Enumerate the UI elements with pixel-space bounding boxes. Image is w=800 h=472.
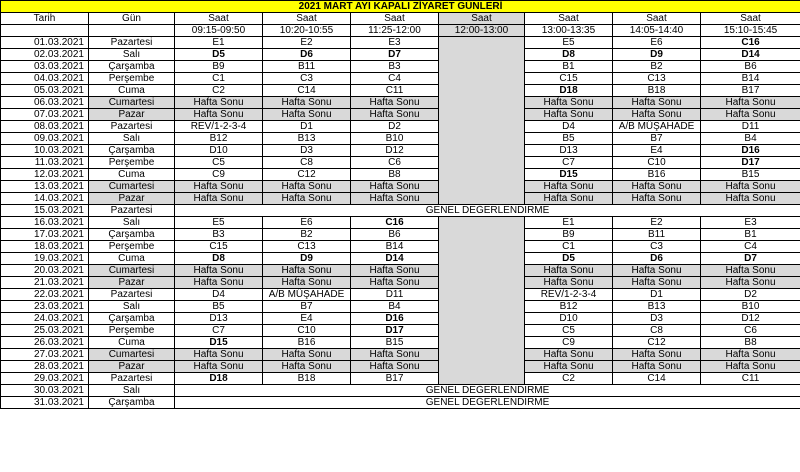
slot-cell: D6	[613, 253, 701, 265]
slot-cell: C1	[525, 241, 613, 253]
date-cell: 16.03.2021	[1, 217, 89, 229]
table-row	[1, 145, 800, 157]
table-row	[1, 373, 800, 385]
slot-cell: Hafta Sonu	[263, 361, 351, 373]
date-cell: 11.03.2021	[1, 157, 89, 169]
slot-cell: B4	[701, 133, 800, 145]
slot-cell: C13	[613, 73, 701, 85]
day-cell: Cumartesi	[89, 349, 175, 361]
slot-cell: B14	[701, 73, 800, 85]
slot-cell: B7	[613, 133, 701, 145]
slot-cell: D11	[351, 289, 439, 301]
slot-cell: C10	[613, 157, 701, 169]
slot-cell: Hafta Sonu	[263, 349, 351, 361]
slot-cell: D18	[525, 85, 613, 97]
slot-cell: C12	[263, 169, 351, 181]
slot-cell: Hafta Sonu	[701, 361, 800, 373]
merged-note-cell: GENEL DEĞERLENDİRME	[175, 385, 800, 397]
slot-cell: B15	[701, 169, 800, 181]
slot-cell: Hafta Sonu	[175, 181, 263, 193]
slot-cell: B4	[351, 301, 439, 313]
day-cell: Perşembe	[89, 73, 175, 85]
slot-cell: Hafta Sonu	[351, 361, 439, 373]
table-row	[1, 181, 800, 193]
slot-cell: Hafta Sonu	[351, 277, 439, 289]
day-cell: Cumartesi	[89, 181, 175, 193]
slot-cell: B16	[263, 337, 351, 349]
day-cell: Salı	[89, 301, 175, 313]
day-cell: Pazartesi	[89, 205, 175, 217]
day-cell: Pazartesi	[89, 121, 175, 133]
slot-cell: C6	[351, 157, 439, 169]
slot-cell: B11	[263, 61, 351, 73]
table-row	[1, 169, 800, 181]
table-row	[1, 205, 800, 217]
day-cell: Cuma	[89, 337, 175, 349]
date-cell: 01.03.2021	[1, 37, 89, 49]
slot-cell: B6	[701, 61, 800, 73]
date-cell: 25.03.2021	[1, 325, 89, 337]
slot-cell: B5	[175, 301, 263, 313]
slot-cell: D11	[701, 121, 800, 133]
slot-cell: C14	[263, 85, 351, 97]
slot-cell: C5	[525, 325, 613, 337]
table-row	[1, 73, 800, 85]
slot-cell: B10	[701, 301, 800, 313]
slot-cell: C2	[525, 373, 613, 385]
date-cell: 31.03.2021	[1, 397, 89, 409]
slot-cell: D1	[613, 289, 701, 301]
time-slot-5: 14:05-14:40	[613, 25, 701, 37]
table-row	[1, 85, 800, 97]
slot-cell: B11	[613, 229, 701, 241]
slot-cell: Hafta Sonu	[525, 349, 613, 361]
slot-cell: Hafta Sonu	[613, 361, 701, 373]
day-cell: Cuma	[89, 85, 175, 97]
slot-cell: B18	[613, 85, 701, 97]
slot-cell: Hafta Sonu	[525, 277, 613, 289]
header-slot-2: Saat	[263, 13, 351, 25]
merged-note-cell: GENEL DEĞERLENDİRME	[175, 397, 800, 409]
slot-cell: C3	[613, 241, 701, 253]
time-slot-4: 13:00-13:35	[525, 25, 613, 37]
slot-cell: Hafta Sonu	[701, 277, 800, 289]
slot-cell: E4	[613, 145, 701, 157]
day-cell: Pazar	[89, 193, 175, 205]
header-day: Gün	[89, 13, 175, 25]
slot-cell: C4	[701, 241, 800, 253]
slot-cell: Hafta Sonu	[175, 97, 263, 109]
slot-cell: D4	[175, 289, 263, 301]
slot-cell: D10	[175, 145, 263, 157]
slot-cell: Hafta Sonu	[613, 277, 701, 289]
slot-cell: B14	[351, 241, 439, 253]
header-date: Tarih	[1, 13, 89, 25]
table-row	[1, 241, 800, 253]
day-cell: Pazar	[89, 109, 175, 121]
slot-cell: Hafta Sonu	[613, 193, 701, 205]
slot-cell: C9	[525, 337, 613, 349]
slot-cell: B17	[701, 85, 800, 97]
table-row	[1, 157, 800, 169]
date-cell: 30.03.2021	[1, 385, 89, 397]
date-cell: 24.03.2021	[1, 313, 89, 325]
slot-cell: B13	[613, 301, 701, 313]
day-cell: Salı	[89, 49, 175, 61]
slot-cell: D7	[351, 49, 439, 61]
slot-cell: E1	[525, 217, 613, 229]
day-cell: Çarşamba	[89, 313, 175, 325]
date-cell: 09.03.2021	[1, 133, 89, 145]
day-cell: Perşembe	[89, 241, 175, 253]
date-cell: 10.03.2021	[1, 145, 89, 157]
slot-cell: D4	[525, 121, 613, 133]
slot-cell: D6	[263, 49, 351, 61]
table-row	[1, 253, 800, 265]
slot-cell: B9	[525, 229, 613, 241]
date-cell: 07.03.2021	[1, 109, 89, 121]
table-row	[1, 325, 800, 337]
time-slot-1: 09:15-09:50	[175, 25, 263, 37]
slot-cell: C3	[263, 73, 351, 85]
slot-cell: B12	[525, 301, 613, 313]
slot-cell: B3	[351, 61, 439, 73]
slot-cell: D18	[175, 373, 263, 385]
slot-cell: D15	[175, 337, 263, 349]
table-row	[1, 313, 800, 325]
slot-cell: B16	[613, 169, 701, 181]
slot-cell: D13	[525, 145, 613, 157]
slot-cell: C9	[175, 169, 263, 181]
slot-cell: B7	[263, 301, 351, 313]
slot-cell: Hafta Sonu	[351, 109, 439, 121]
time-slot-3: 11:25-12:00	[351, 25, 439, 37]
header-slot-5: Saat	[613, 13, 701, 25]
slot-cell: Hafta Sonu	[613, 109, 701, 121]
day-cell: Pazar	[89, 277, 175, 289]
slot-cell: D1	[263, 121, 351, 133]
slot-cell: C15	[525, 73, 613, 85]
slot-cell: D3	[263, 145, 351, 157]
slot-cell: C5	[175, 157, 263, 169]
day-cell: Çarşamba	[89, 145, 175, 157]
slot-cell: B15	[351, 337, 439, 349]
slot-cell: C13	[263, 241, 351, 253]
slot-cell: B9	[175, 61, 263, 73]
slot-cell: D5	[175, 49, 263, 61]
date-cell: 27.03.2021	[1, 349, 89, 361]
slot-cell: D13	[175, 313, 263, 325]
date-cell: 17.03.2021	[1, 229, 89, 241]
slot-cell: D7	[701, 253, 800, 265]
slot-cell: Hafta Sonu	[263, 109, 351, 121]
slot-cell: D14	[351, 253, 439, 265]
slot-cell: A/B MÜŞAHADE	[263, 289, 351, 301]
header-slot-lunch: Saat	[439, 13, 525, 25]
page-title: 2021 MART AYI KAPALI ZİYARET GÜNLERİ	[1, 1, 800, 13]
slot-cell: Hafta Sonu	[525, 361, 613, 373]
slot-cell: D14	[701, 49, 800, 61]
date-cell: 29.03.2021	[1, 373, 89, 385]
slot-cell: D10	[525, 313, 613, 325]
slot-cell: D8	[175, 253, 263, 265]
slot-cell: D9	[613, 49, 701, 61]
day-cell: Cumartesi	[89, 97, 175, 109]
slot-cell: REV/1-2-3-4	[525, 289, 613, 301]
slot-cell: Hafta Sonu	[525, 265, 613, 277]
slot-cell: E2	[263, 37, 351, 49]
slot-cell: C7	[175, 325, 263, 337]
day-cell: Perşembe	[89, 325, 175, 337]
slot-cell: C11	[701, 373, 800, 385]
day-cell: Salı	[89, 385, 175, 397]
slot-cell: Hafta Sonu	[701, 349, 800, 361]
slot-cell: E4	[263, 313, 351, 325]
time-blank	[1, 25, 89, 37]
slot-cell: Hafta Sonu	[525, 109, 613, 121]
slot-cell: E1	[175, 37, 263, 49]
slot-cell: E5	[175, 217, 263, 229]
table-row	[1, 277, 800, 289]
slot-cell: D9	[263, 253, 351, 265]
slot-cell: D2	[701, 289, 800, 301]
slot-cell: B6	[351, 229, 439, 241]
slot-cell: Hafta Sonu	[613, 349, 701, 361]
slot-cell: Hafta Sonu	[175, 349, 263, 361]
date-cell: 18.03.2021	[1, 241, 89, 253]
table-row	[1, 385, 800, 397]
day-cell: Cuma	[89, 169, 175, 181]
slot-cell: Hafta Sonu	[175, 265, 263, 277]
day-cell: Cumartesi	[89, 265, 175, 277]
slot-cell: E6	[613, 37, 701, 49]
header-row	[1, 13, 800, 25]
day-cell: Pazartesi	[89, 289, 175, 301]
table-row	[1, 289, 800, 301]
slot-cell: B1	[525, 61, 613, 73]
date-cell: 19.03.2021	[1, 253, 89, 265]
slot-cell: B2	[613, 61, 701, 73]
slot-cell: Hafta Sonu	[351, 265, 439, 277]
slot-cell: B13	[263, 133, 351, 145]
table-row	[1, 193, 800, 205]
lunch-break-cell	[439, 217, 525, 385]
header-slot-4: Saat	[525, 13, 613, 25]
slot-cell: Hafta Sonu	[351, 181, 439, 193]
day-cell: Çarşamba	[89, 61, 175, 73]
table-row	[1, 37, 800, 49]
slot-cell: A/B MÜŞAHADE	[613, 121, 701, 133]
slot-cell: B8	[701, 337, 800, 349]
slot-cell: C11	[351, 85, 439, 97]
slot-cell: Hafta Sonu	[701, 265, 800, 277]
day-cell: Çarşamba	[89, 229, 175, 241]
header-slot-1: Saat	[175, 13, 263, 25]
lunch-break-cell	[439, 37, 525, 205]
slot-cell: B2	[263, 229, 351, 241]
table-row	[1, 133, 800, 145]
date-cell: 28.03.2021	[1, 361, 89, 373]
slot-cell: C10	[263, 325, 351, 337]
slot-cell: E3	[701, 217, 800, 229]
slot-cell: REV/1-2-3-4	[175, 121, 263, 133]
slot-cell: C8	[263, 157, 351, 169]
slot-cell: E2	[613, 217, 701, 229]
table-row	[1, 109, 800, 121]
slot-cell: Hafta Sonu	[351, 349, 439, 361]
slot-cell: B12	[175, 133, 263, 145]
table-row	[1, 361, 800, 373]
table-row	[1, 337, 800, 349]
slot-cell: Hafta Sonu	[175, 361, 263, 373]
slot-cell: Hafta Sonu	[263, 181, 351, 193]
time-blank	[89, 25, 175, 37]
slot-cell: D17	[701, 157, 800, 169]
day-cell: Salı	[89, 133, 175, 145]
slot-cell: C1	[175, 73, 263, 85]
date-cell: 23.03.2021	[1, 301, 89, 313]
table-row	[1, 265, 800, 277]
slot-cell: B8	[351, 169, 439, 181]
header-slot-6: Saat	[701, 13, 800, 25]
slot-cell: D8	[525, 49, 613, 61]
date-cell: 21.03.2021	[1, 277, 89, 289]
slot-cell: Hafta Sonu	[613, 97, 701, 109]
title-row	[1, 1, 800, 13]
slot-cell: D12	[351, 145, 439, 157]
slot-cell: C8	[613, 325, 701, 337]
date-cell: 08.03.2021	[1, 121, 89, 133]
date-cell: 05.03.2021	[1, 85, 89, 97]
slot-cell: D5	[525, 253, 613, 265]
slot-cell: D15	[525, 169, 613, 181]
date-cell: 20.03.2021	[1, 265, 89, 277]
slot-cell: C6	[701, 325, 800, 337]
slot-cell: C4	[351, 73, 439, 85]
slot-cell: Hafta Sonu	[613, 265, 701, 277]
header-slot-3: Saat	[351, 13, 439, 25]
slot-cell: E3	[351, 37, 439, 49]
slot-cell: B5	[525, 133, 613, 145]
slot-cell: Hafta Sonu	[263, 277, 351, 289]
date-cell: 22.03.2021	[1, 289, 89, 301]
merged-note-cell: GENEL DEĞERLENDİRME	[175, 205, 800, 217]
table-row	[1, 229, 800, 241]
time-slot-2: 10:20-10:55	[263, 25, 351, 37]
slot-cell: Hafta Sonu	[701, 193, 800, 205]
slot-cell: B17	[351, 373, 439, 385]
table-row	[1, 301, 800, 313]
schedule-body	[1, 1, 800, 409]
date-cell: 02.03.2021	[1, 49, 89, 61]
table-row	[1, 49, 800, 61]
table-row	[1, 349, 800, 361]
slot-cell: B18	[263, 373, 351, 385]
slot-cell: Hafta Sonu	[613, 181, 701, 193]
slot-cell: D3	[613, 313, 701, 325]
table-row	[1, 397, 800, 409]
date-cell: 12.03.2021	[1, 169, 89, 181]
date-cell: 03.03.2021	[1, 61, 89, 73]
day-cell: Pazartesi	[89, 373, 175, 385]
date-cell: 13.03.2021	[1, 181, 89, 193]
date-cell: 26.03.2021	[1, 337, 89, 349]
day-cell: Pazartesi	[89, 37, 175, 49]
slot-cell: B3	[175, 229, 263, 241]
slot-cell: D12	[701, 313, 800, 325]
slot-cell: D17	[351, 325, 439, 337]
slot-cell: B10	[351, 133, 439, 145]
slot-cell: C14	[613, 373, 701, 385]
time-slot-6: 15:10-15:45	[701, 25, 800, 37]
slot-cell: Hafta Sonu	[525, 181, 613, 193]
day-cell: Çarşamba	[89, 397, 175, 409]
slot-cell: Hafta Sonu	[175, 109, 263, 121]
time-slot-lunch: 12:00-13:00	[439, 25, 525, 37]
table-row	[1, 61, 800, 73]
slot-cell: C7	[525, 157, 613, 169]
slot-cell: Hafta Sonu	[525, 193, 613, 205]
slot-cell: Hafta Sonu	[263, 193, 351, 205]
slot-cell: Hafta Sonu	[263, 97, 351, 109]
slot-cell: Hafta Sonu	[175, 277, 263, 289]
slot-cell: Hafta Sonu	[263, 265, 351, 277]
date-cell: 14.03.2021	[1, 193, 89, 205]
slot-cell: B1	[701, 229, 800, 241]
slot-cell: C15	[175, 241, 263, 253]
table-row	[1, 217, 800, 229]
slot-cell: Hafta Sonu	[525, 97, 613, 109]
time-row	[1, 25, 800, 37]
slot-cell: Hafta Sonu	[701, 181, 800, 193]
slot-cell: Hafta Sonu	[701, 109, 800, 121]
slot-cell: E5	[525, 37, 613, 49]
slot-cell: Hafta Sonu	[351, 193, 439, 205]
slot-cell: Hafta Sonu	[351, 97, 439, 109]
slot-cell: D16	[701, 145, 800, 157]
table-row	[1, 121, 800, 133]
day-cell: Perşembe	[89, 157, 175, 169]
slot-cell: Hafta Sonu	[701, 97, 800, 109]
date-cell: 06.03.2021	[1, 97, 89, 109]
table-row	[1, 97, 800, 109]
slot-cell: D2	[351, 121, 439, 133]
slot-cell: C12	[613, 337, 701, 349]
day-cell: Salı	[89, 217, 175, 229]
date-cell: 04.03.2021	[1, 73, 89, 85]
slot-cell: E6	[263, 217, 351, 229]
slot-cell: C16	[701, 37, 800, 49]
day-cell: Cuma	[89, 253, 175, 265]
slot-cell: C16	[351, 217, 439, 229]
slot-cell: D16	[351, 313, 439, 325]
slot-cell: Hafta Sonu	[175, 193, 263, 205]
slot-cell: C2	[175, 85, 263, 97]
day-cell: Pazar	[89, 361, 175, 373]
date-cell: 15.03.2021	[1, 205, 89, 217]
